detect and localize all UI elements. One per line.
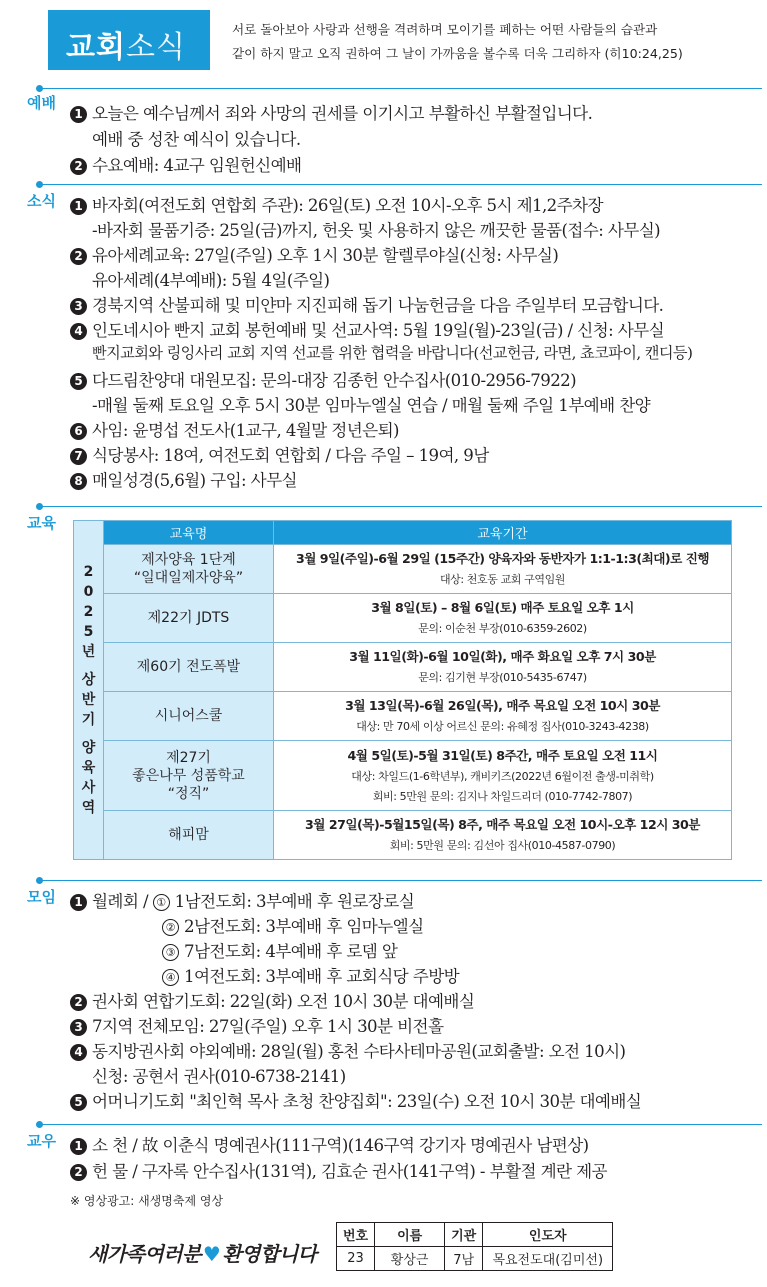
heart-icon: ♥ xyxy=(202,1242,221,1266)
meeting-item-1-sub-3: ③ 7남전도회: 4부예배 후 로뎀 앞 xyxy=(162,938,397,962)
education-table-header xyxy=(74,521,732,545)
vertical-title-char: 반 xyxy=(81,692,96,708)
newcomer-guide: 목요전도대(김미선) xyxy=(483,1247,613,1271)
header xyxy=(0,0,767,80)
vertical-title-char: 육 xyxy=(81,760,96,776)
section-divider xyxy=(40,1124,762,1125)
table-row xyxy=(74,545,732,594)
education-period: 3월 9일(주일)-6월 29일 (15주간) 양육자와 동반자가 1:1-1:3(최대)로 진행 대상: 천호동 교회 구역임원 xyxy=(274,545,732,594)
news-item-5-line2: -매월 둘째 토요일 오후 5시 30분 임마누엘실 연습 / 매월 둘째 주일 1부예배 찬양 xyxy=(92,396,651,415)
section-divider xyxy=(40,184,762,185)
vertical-title-char: 상 xyxy=(81,672,96,688)
education-period: 3월 13일(목)-6월 26일(목), 매주 목요일 오전 10시 30분 대상: 만 70세 이상 어르신 문의: 유혜정 집사(010-3243-4238) xyxy=(274,692,732,741)
vertical-title-char: 역 xyxy=(81,800,96,816)
worship-item-2: 2 수요예배: 4교구 임원헌신예배 xyxy=(70,152,301,176)
news-item-7: 7 식당봉사: 18여, 여전도회 연합회 / 다음 주일 – 19여, 9남 xyxy=(70,442,489,466)
table-row xyxy=(337,1247,613,1271)
news-item-5: 5 다드림찬양대 대원모집: 문의-대장 김종헌 안수집사(010-2956-7922) xyxy=(70,367,576,391)
education-period: 3월 27일(목)-5월15일(목) 8주, 매주 목요일 오전 10시-오후 12시 30분 회비: 5만원 문의: 김선아 집사(010-4587-0790) xyxy=(274,811,732,860)
vertical-title-char: 0 xyxy=(83,584,94,600)
education-name: 제자양육 1단계 “일대일제자양육” xyxy=(104,545,274,594)
meeting-item-2: 2 권사회 연합기도회: 22일(화) 오전 10시 30분 대예배실 xyxy=(70,988,474,1012)
table-row xyxy=(74,741,732,811)
meeting-item-1: 1 월례회 / ① 1남전도회: 3부예배 후 원로장로실 xyxy=(70,888,414,912)
section-label-worship: 예배 xyxy=(27,94,56,112)
news-item-2-line2: 유아세례(4부예배): 5월 4일(주일) xyxy=(92,271,330,290)
header-education-period: 교육기간 xyxy=(274,521,732,545)
header-number: 번호 xyxy=(337,1223,375,1247)
bible-verse: 서로 돌아보아 사랑과 선행을 격려하며 모이기를 폐하는 어떤 사람들의 습관과 같이 하지 말고 오직 권하여 그 날이 가까움을 볼수록 더욱 그리하자 (히10:24,25) xyxy=(232,22,683,61)
worship-item-1-line2: 예배 중 성찬 예식이 있습니다. xyxy=(92,130,301,149)
table-row xyxy=(74,692,732,741)
section-title-box xyxy=(48,10,210,70)
section-label-education: 교육 xyxy=(27,514,56,532)
meeting-item-1-sub-4: ④ 1여전도회: 3부예배 후 교회식당 주방방 xyxy=(162,963,459,987)
vertical-title-char: 2 xyxy=(83,604,94,620)
vertical-title-char: 5 xyxy=(83,624,94,640)
section-label-members: 교우 xyxy=(27,1132,56,1150)
news-item-6: 6 사임: 윤명섭 전도사(1교구, 4월말 정년은퇴) xyxy=(70,417,399,441)
vertical-title-char: 년 xyxy=(81,644,96,660)
meeting-item-4: 4 동지방권사회 야외예배: 28일(월) 홍천 수타사테마공원(교회출발: 오전 10시) xyxy=(70,1038,625,1062)
education-name: 제22기 JDTS xyxy=(104,594,274,643)
meeting-item-1-sub-2: ② 2남전도회: 3부예배 후 임마누엘실 xyxy=(162,913,424,937)
education-name: 시니어스쿨 xyxy=(104,692,274,741)
vertical-title-char xyxy=(74,730,103,738)
education-name: 해피맘 xyxy=(104,811,274,860)
vertical-title-char xyxy=(74,662,103,670)
table-row xyxy=(74,594,732,643)
education-period: 3월 11일(화)-6월 10일(화), 매주 화요일 오후 7시 30분 문의: 김기현 부장(010-5435-6747) xyxy=(274,643,732,692)
header-organization: 기관 xyxy=(445,1223,483,1247)
section-divider xyxy=(40,880,762,881)
member-item-2: 2 헌 물 / 구자록 안수집사(131역), 김효순 권사(141구역) - 부활절 계란 제공 xyxy=(70,1158,607,1182)
news-item-1: 1 바자회(여전도회 연합회 주관): 26일(토) 오전 10시-오후 5시 제1,2주차장 xyxy=(70,192,603,216)
news-item-8: 8 매일성경(5,6월) 구입: 사무실 xyxy=(70,467,297,491)
member-item-1: 1 소 천 / 故 이춘식 명예권사(111구역)(146구역 강기자 명예권사 남편상) xyxy=(70,1132,589,1156)
table-row xyxy=(74,811,732,860)
education-period: 3월 8일(토) – 8월 6일(토) 매주 토요일 오후 1시 문의: 이순천 부장(010-6359-2602) xyxy=(274,594,732,643)
education-table xyxy=(73,520,732,860)
meeting-item-4-line2: 신청: 공현서 권사(010-6738-2141) xyxy=(92,1067,346,1086)
vertical-title-char: 사 xyxy=(81,780,96,796)
education-period: 4월 5일(토)-5월 31일(토) 8주간, 매주 토요일 오전 11시 대상: 차일드(1-6학년부), 캐비키즈(2022년 6월이전 출생-미취학) 회비: 5만원 문의: 김지나 차일드리더 (010-7742-7807) xyxy=(274,741,732,811)
news-item-4: 4 인도네시아 빤지 교회 봉헌예배 및 선교사역: 5월 19일(월)-23일(금) / 신청: 사무실 xyxy=(70,317,664,341)
header-education-name: 교육명 xyxy=(104,521,274,545)
section-divider xyxy=(40,88,762,89)
page-title: 교회소식 xyxy=(66,30,186,65)
section-label-news: 소식 xyxy=(27,192,56,210)
news-item-2: 2 유아세례교육: 27일(주일) 오후 1시 30분 할렐루야실(신청: 사무실) xyxy=(70,242,558,266)
welcome-message: 새가족여러분 ♥ 환영합니다 xyxy=(88,1242,317,1266)
education-name: 제60기 전도폭발 xyxy=(104,643,274,692)
newcomer-table-header xyxy=(337,1223,613,1247)
meeting-item-5: 5 어머니기도회 "최인혁 목사 초청 찬양집회": 23일(수) 오전 10시 30분 대예배실 xyxy=(70,1088,641,1112)
video-ad-note: ※ 영상광고: 새생명축제 영상 xyxy=(70,1194,224,1208)
news-item-3: 3 경북지역 산불피해 및 미얀마 지진피해 돕기 나눔헌금을 다음 주일부터 모금합니다. xyxy=(70,292,663,316)
newcomer-number: 23 xyxy=(337,1247,375,1271)
vertical-title-char: 양 xyxy=(81,740,96,756)
newcomer-organization: 7남 xyxy=(445,1247,483,1271)
news-item-4-line2: 빤지교회와 링잉사리 교회 지역 선교를 위한 협력을 바랍니다(선교헌금, 라면, 쵸코파이, 캔디등) xyxy=(92,344,693,362)
newcomer-table xyxy=(336,1222,613,1271)
header-guide: 인도자 xyxy=(483,1223,613,1247)
header-name: 이름 xyxy=(375,1223,445,1247)
meeting-item-3: 3 7지역 전체모임: 27일(주일) 오후 1시 30분 비전홀 xyxy=(70,1013,443,1037)
vertical-title-char: 기 xyxy=(81,712,96,728)
section-divider xyxy=(40,506,762,507)
worship-item-1: 1 오늘은 예수님께서 죄와 사망의 권세를 이기시고 부활하신 부활절입니다. xyxy=(70,100,592,124)
education-name: 제27기 좋은나무 성품학교 “정직” xyxy=(104,741,274,811)
news-item-1-line2: -바자회 물품기증: 25일(금)까지, 헌옷 및 사용하지 않은 깨끗한 물품(접수: 사무실) xyxy=(92,221,661,240)
table-row xyxy=(74,643,732,692)
section-label-meetings: 모임 xyxy=(27,888,56,906)
newcomer-name: 황상근 xyxy=(375,1247,445,1271)
education-vertical-title xyxy=(74,521,104,860)
vertical-title-char: 2 xyxy=(83,564,94,580)
